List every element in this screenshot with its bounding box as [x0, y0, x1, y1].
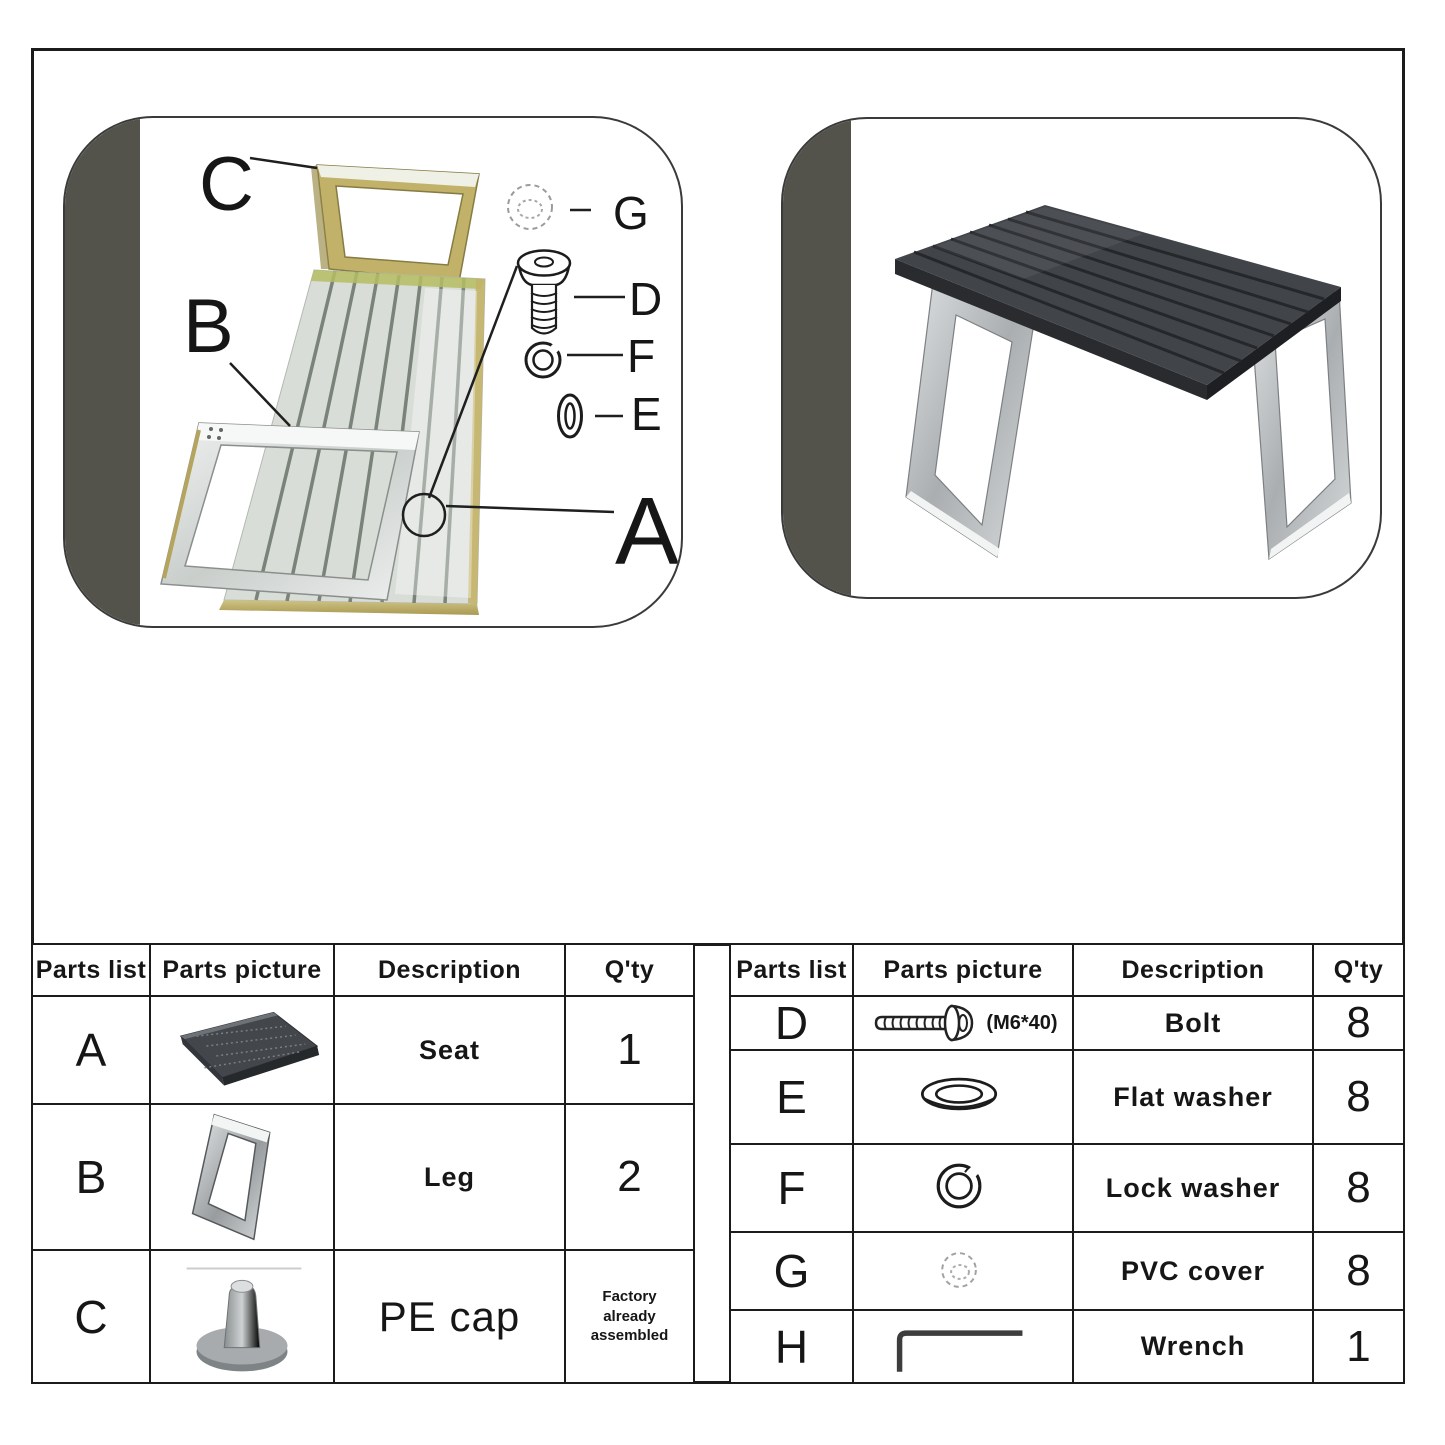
parts-table-right	[729, 943, 1405, 1384]
pe-cap-photo-icon	[151, 1251, 335, 1382]
label-a: A	[615, 478, 680, 585]
factory-assembled-note: Factory already assembled	[590, 1288, 669, 1345]
header-description: Description	[335, 945, 566, 997]
pvc-cover-icon	[854, 1233, 1074, 1311]
seat-photo-icon	[151, 997, 335, 1105]
exploded-view-diagram	[65, 118, 681, 626]
bolt-icon	[868, 998, 980, 1048]
header-parts-list: Parts list	[731, 945, 854, 997]
parts-table-left	[31, 943, 695, 1384]
desc-pvc-cover: PVC cover	[1074, 1233, 1314, 1311]
flat-washer-icon	[854, 1051, 1074, 1145]
header-parts-picture: Parts picture	[854, 945, 1074, 997]
leg-frame-c	[311, 165, 479, 282]
label-b: B	[183, 284, 234, 369]
qty-leg: 2	[566, 1105, 693, 1251]
leg-photo-icon	[151, 1105, 335, 1251]
qty-pvc-cover: 8	[1314, 1233, 1403, 1311]
exploded-view-panel	[63, 116, 683, 628]
part-id-b: B	[33, 1105, 151, 1251]
label-e: E	[631, 388, 662, 440]
part-id-d: D	[731, 997, 854, 1051]
qty-wrench: 1	[1346, 1321, 1371, 1371]
part-id-g: G	[731, 1233, 854, 1311]
desc-pe-cap: PE cap	[335, 1251, 566, 1382]
qty-pe-cap	[566, 1251, 693, 1382]
label-f: F	[627, 330, 656, 382]
assembled-view-panel	[781, 117, 1382, 599]
lock-washer-icon	[854, 1145, 1074, 1233]
qty-seat: 1	[566, 997, 693, 1105]
desc-seat: Seat	[335, 997, 566, 1105]
flat-washer-icon	[559, 395, 582, 437]
lock-washer-icon	[526, 343, 560, 377]
desc-leg: Leg	[335, 1105, 566, 1251]
part-id-h: H	[731, 1311, 854, 1382]
bolt-icon	[518, 251, 570, 334]
qty-lock-washer: 8	[1314, 1145, 1403, 1233]
assembled-table-photo	[783, 119, 1380, 597]
header-qty: Q'ty	[1314, 945, 1403, 997]
part-id-f: F	[731, 1145, 854, 1233]
label-g: G	[613, 187, 649, 239]
header-qty: Q'ty	[566, 945, 693, 997]
desc-wrench: Wrench	[1074, 1311, 1314, 1382]
bolt-row-picture	[854, 997, 1074, 1051]
label-c-line	[250, 158, 317, 168]
part-id-e: E	[731, 1051, 854, 1145]
header-parts-picture: Parts picture	[151, 945, 335, 997]
label-c: C	[199, 142, 254, 227]
desc-bolt: Bolt	[1074, 997, 1314, 1051]
qty-flat-washer: 8	[1314, 1051, 1403, 1145]
part-id-a: A	[33, 997, 151, 1105]
qty-bolt: 8	[1314, 997, 1403, 1051]
header-description: Description	[1074, 945, 1314, 997]
pvc-cover-icon	[508, 185, 552, 229]
desc-lock-washer: Lock washer	[1074, 1145, 1314, 1233]
header-parts-list: Parts list	[33, 945, 151, 997]
desc-flat-washer: Flat washer	[1074, 1051, 1314, 1145]
label-d: D	[629, 273, 663, 325]
wrench-icon	[854, 1311, 1074, 1382]
part-id-c: C	[33, 1251, 151, 1382]
bolt-size-note: (M6*40)	[986, 1011, 1058, 1034]
